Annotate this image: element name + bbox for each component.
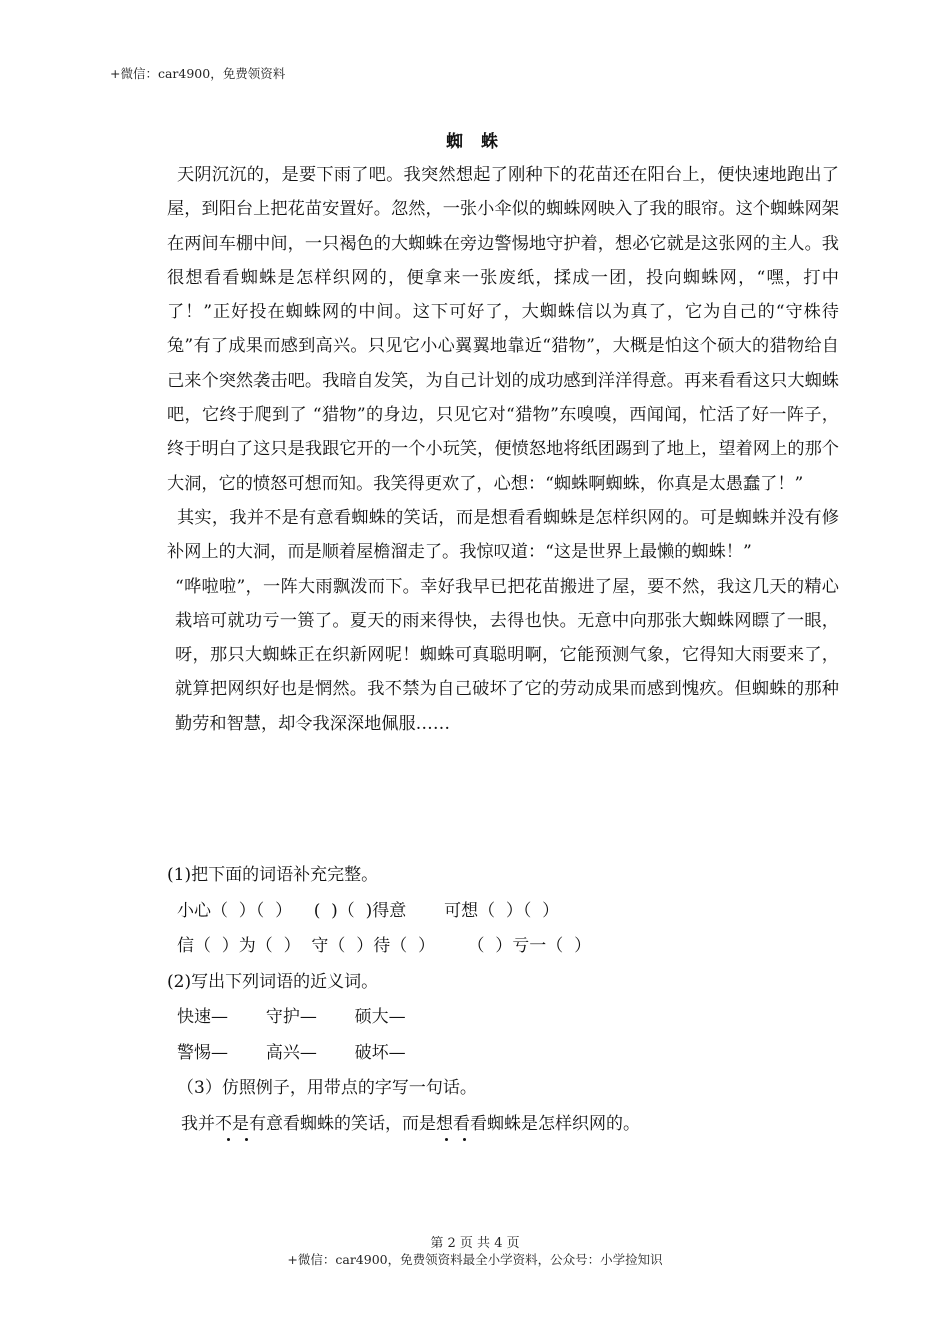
page-number: 第 2 页 共 4 页 <box>430 1236 520 1251</box>
question-1-row-1: 小心（ ）（ ） ( )（ )得意 可想（ ）（ ） <box>177 900 560 921</box>
article-title: 蜘 蛛 <box>446 132 504 152</box>
emphasis-dot <box>245 1138 248 1141</box>
question-2-row-2: 警惕— 高兴— 破坏— <box>177 1042 406 1063</box>
question-1-row-2: 信（ ）为（ ） 守（ ）待（ ） （ ）亏一（ ） <box>177 936 592 956</box>
story-paragraph: “哗啦啦”，一阵大雨飘泼而下。幸好我早已把花苗搬进了屋，要不然，我这几天的精心栽培可就功亏一篑了。夏天的雨来得快，去得也快。无意中向那张大蜘蛛网瞟了一眼，呀，那只大蜘蛛正在织新网呢！蜘蛛可真聪明啊，它能预测气象，它得知大雨要来了，就算把网织好也是惘然。我不禁为自己破坏了它的劳动成果而感到愧疚。但蜘蛛的那种勤劳和智慧，却令我深深地佩服…… <box>175 576 839 734</box>
question-3-example-sentence <box>167 1107 839 1143</box>
emphasis-dot <box>445 1138 448 1141</box>
question-1-prompt: (1)把下面的词语补充完整。 <box>167 865 379 885</box>
story-paragraph: 其实，我并不是有意看蜘蛛的笑话，而是想看看蜘蛛是怎样织网的。可是蜘蛛并没有修补网上的大洞，而是顺着屋檐溜走了。我惊叹道：“这是世界上最懒的蜘蛛！” <box>167 507 839 563</box>
story-paragraph: 天阴沉沉的，是要下雨了吧。我突然想起了刚种下的花苗还在阳台上，便快速地跑出了屋，到阳台上把花苗安置好。忽然，一张小伞似的蜘蛛网映入了我的眼帘。这个蜘蛛网架在两间车棚中间，一只褐色的大蜘蛛在旁边警惕地守护着，想必它就是这张网的主人。我很想看看蜘蛛是怎样织网的，便拿来一张废纸，揉成一团，投向蜘蛛网，“嘿，打中了！”正好投在蜘蛛网的中间。这下可好了，大蜘蛛信以为真了，它为自己的“守株待兔”有了成果而感到高兴。只见它小心翼翼地靠近“猎物”，大概是怕这个硕大的猎物给自己来个突然袭击吧。我暗自发笑，为自己计划的成功感到洋洋得意。再来看看这只大蜘蛛吧，它终于爬到了 “猎物”的身边，只见它对“猎物”东嗅嗅，西闻闻，忙活了好一阵子，终于明白了这只是我跟它开的一个小玩笑，便愤怒地将纸团踢到了地上，望着网上的那个大洞，它的愤怒可想而知。我笑得更欢了，心想：“蜘蛛啊蜘蛛，你真是太愚蠢了！” <box>167 165 839 494</box>
question-2-prompt: (2)写出下列词语的近义词。 <box>167 971 379 992</box>
story-body <box>167 158 839 741</box>
header-watermark-note: +微信：car4900，免费领资料 <box>110 66 286 81</box>
emphasis-dot <box>463 1138 466 1141</box>
emphasis-dot <box>227 1138 230 1141</box>
example-sentence-text: 我并不是有意看蜘蛛的笑话，而是想看看蜘蛛是怎样织网的。 <box>181 1113 640 1134</box>
exercise-section <box>167 858 839 1142</box>
question-3-prompt: （3）仿照例子，用带点的字写一句话。 <box>177 1078 477 1098</box>
footer-watermark-note: +微信：car4900，免费领资料最全小学资料，公众号：小学捡知识 <box>287 1252 663 1267</box>
question-2-row-1: 快速— 守护— 硕大— <box>177 1007 406 1027</box>
